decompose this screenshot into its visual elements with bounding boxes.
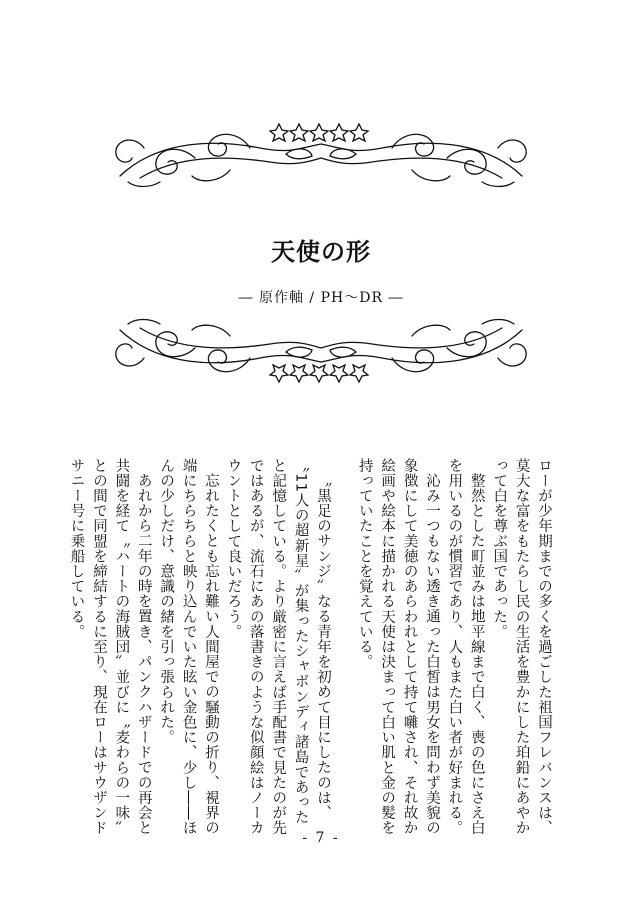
byline: ― 原作軸 / PH～DR ― [238, 290, 404, 306]
body-column-left [68, 458, 334, 838]
star-row-icon [270, 365, 368, 382]
star-row-icon [270, 124, 368, 141]
ornament-top [100, 118, 542, 190]
page-title: 天使の形 [271, 237, 371, 266]
paragraph: 整然とした町並みは地平線まで白く、喪の色にさえ白を用いるのが慣習であり、人もまた白い者が好まれる。 [446, 458, 485, 836]
paragraph: 沁み一つもない透き通った白皙は男女を問わず美貌の象徴にして美徳のあらわれとして持て囃され、それ故か絵画や絵本に描かれる天使は決まって白い肌と金の髪を持っていたことを覚えている。 [356, 458, 440, 836]
paragraph: あれから二年の時を置き、パンクハザードでの再会と共闘を経て〝ハートの海賊団〟並びに〝麦わらの一味〟との間で同盟を締結するに至り、現在ローはサウザンドサニー号に乗船している。 [68, 458, 152, 836]
page-number: - 7 - [302, 830, 340, 846]
paragraph: 〝黒足のサンジ〟なる青年を初めて目にしたのは、〝11人の超新星〟が集ったシャボンディ諸島であったと記憶している。より厳密に言えば手配書で見たのが先ではあるが、流石にあの落書きのような似顔絵はノーカウントとして良いだろう。 [225, 458, 331, 836]
ornament-bottom [100, 316, 542, 388]
body-column-right [309, 458, 555, 838]
paragraph: ローが少年期までの多くを過ごした祖国フレバンスは、莫大な富をもたらし民の生活を豊かにした珀鉛にあやかって白を尊ぶ国であった。 [491, 458, 552, 836]
paragraph: 忘れたくとも忘れ難い人間屋での騒動の折り、視界の端にちらちらと映り込んでいた眩い金色に、少し――ほんの少しだけ、意識の緒を引っ張られた。 [158, 458, 219, 836]
